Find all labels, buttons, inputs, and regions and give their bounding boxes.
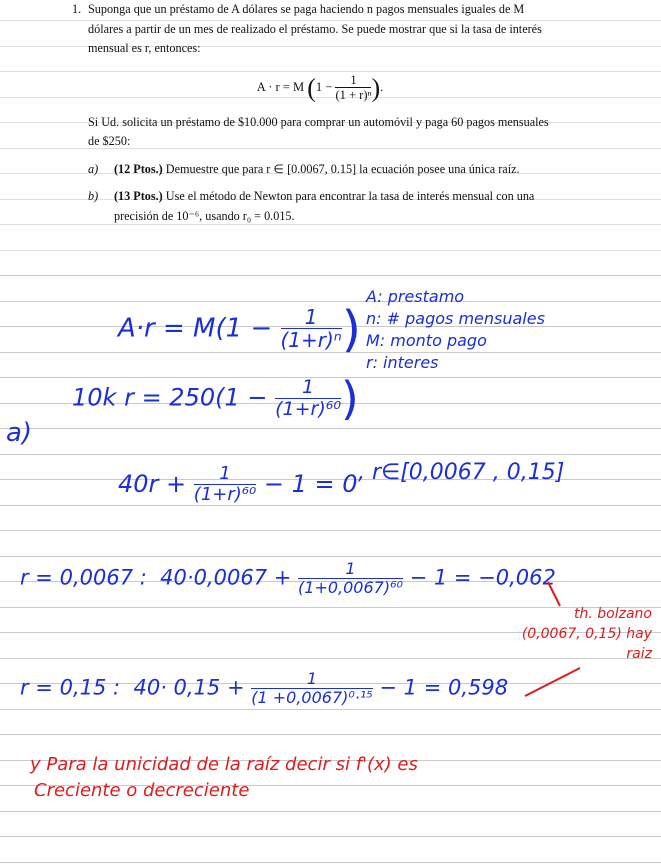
hw-eq3-lhs: 40r +	[118, 469, 187, 498]
hw-eq1-num: 1	[281, 306, 342, 329]
hw-conclusion	[30, 752, 418, 804]
hw-legend-m: M: monto pago	[366, 331, 487, 350]
hw-eq3-den: (1+r)⁶⁰	[193, 483, 257, 505]
hw-legend-a: A: prestamo	[366, 287, 465, 306]
hw-eval1-den: (1+0,0067)⁶⁰	[298, 577, 403, 597]
formula-end: .	[380, 79, 384, 94]
formula: A · r = M (1 − $\frac{1}{\text{(1 + r)ⁿ}}$ ).	[256, 72, 384, 102]
problem-number: 1.	[72, 2, 82, 16]
hw-eval2-den: (1 +0,0067)⁰·¹⁵	[251, 687, 373, 707]
hw-bolzano-line-2: (0,0067, 0,15) hay	[521, 626, 652, 642]
item-a-label: a)	[88, 161, 99, 176]
hw-eq2-num: 1	[275, 377, 341, 399]
formula-den: (1 + r)ⁿ	[335, 87, 372, 102]
hw-bolzano-line-1: th. bolzano	[574, 606, 652, 622]
red-tick-lower	[525, 668, 580, 696]
item-a-text: Demuestre que para r ∈ [0.0067, 0.15] la ecuación posee una única raíz.	[165, 161, 520, 176]
formula-one-minus: 1 −	[315, 79, 333, 94]
hw-eq1-lhs: A·r = M(1 −	[118, 313, 273, 344]
hw-eval2-rhs: − 1 = 0,598	[379, 675, 509, 700]
item-b-label: b)	[88, 189, 99, 203]
hw-eq3-rhs: − 1 = 0	[263, 469, 358, 498]
problem-intro: Suponga que un préstamo de A dólares se paga haciendo n pagos mensuales iguales de M dólares a partir de un mes de realizado el préstamo. Se puede mostrar que si la tasa de interés mensual es r, entonces:	[88, 2, 542, 55]
hw-eq2-den: (1+r)⁶⁰	[275, 397, 342, 420]
item-b-points: (13 Ptos.)	[114, 189, 163, 203]
hw-eq2-close: )	[341, 372, 359, 425]
hw-eval2-expr: 40· 0,15 +	[133, 675, 245, 700]
item-a-points: (12 Ptos.)	[114, 161, 163, 176]
hw-eval1-rhs: − 1 = −0,062	[409, 565, 556, 590]
hw-eval1-expr: 40·0,0067 +	[160, 565, 292, 590]
hw-eq1-den: (1+r)ⁿ	[280, 328, 342, 352]
hw-eq2-lhs: 10k r = 250(1 −	[72, 383, 268, 412]
hw-legend-r: r: interes	[366, 353, 439, 372]
problem-context: Si Ud. solicita un préstamo de $10.000 para comprar un automóvil y paga 60 pagos mensuales de $250:	[88, 114, 549, 148]
hw-eq3-num: 1	[194, 464, 256, 485]
formula-lhs: A · r = M	[256, 79, 305, 94]
red-tick-upper	[548, 582, 560, 606]
hw-part-a-label: a)	[6, 418, 33, 448]
hw-eq1-close: )	[341, 300, 362, 358]
item-b-text: Use el método de Newton para encontrar la tasa de interés mensual con una precisión de 10⁻⁶, usando r₀ = 0.015.	[114, 189, 535, 223]
hw-conclusion-line-2: Creciente o decreciente	[34, 780, 250, 801]
hw-eval2-num: 1	[251, 670, 372, 689]
hw-bolzano-note	[512, 604, 652, 664]
hw-eval1-lhs: r = 0,0067 :	[20, 565, 147, 590]
hw-bolzano-line-3: raiz	[626, 646, 652, 662]
hw-conclusion-line-1: y Para la unicidad de la raíz decir si f'(x) es	[30, 754, 418, 775]
hw-eval1-num: 1	[298, 560, 403, 579]
formula-num: 1	[335, 73, 371, 88]
hw-eval2-lhs: r = 0,15 :	[20, 675, 121, 700]
hw-interval: , r∈[0,0067 , 0,15]	[358, 460, 565, 485]
hw-legend-n: n: # pagos mensuales	[366, 309, 545, 328]
